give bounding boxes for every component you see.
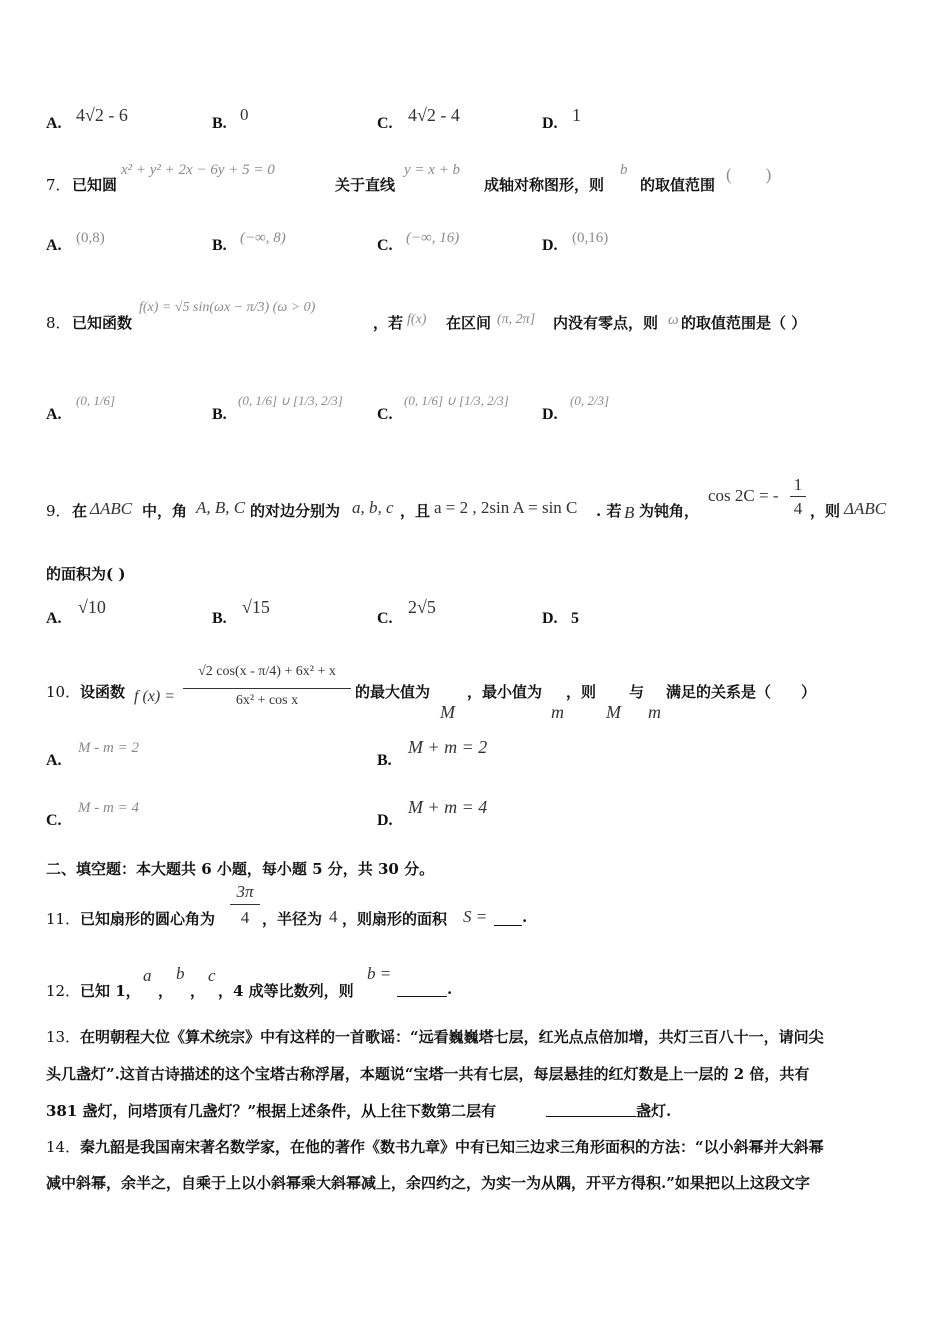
q9-option-d-label: D. — [542, 610, 558, 627]
q10-option-b-label: B. — [377, 752, 392, 769]
q6-option-c-value: 4√2 - 4 — [408, 105, 460, 125]
q12-b: b — [176, 964, 185, 983]
q11-angle-denominator: 4 — [240, 908, 250, 927]
q9-b-var: B — [624, 503, 635, 522]
q9-text-3: 的对边分别为 — [250, 502, 341, 520]
q6-option-c-label: C. — [377, 115, 393, 132]
q10-fx: f (x) = — [134, 688, 175, 705]
q7-text-4: 的取值范围 — [640, 176, 716, 194]
q13-line-2: 头几盏灯”.这首古诗描述的这个宝塔古称浮屠，本题说“宝塔一共有七层，每层悬挂的红灯数是上一层的 2 倍，共有 — [46, 1065, 810, 1083]
q10-option-c-label: C. — [46, 812, 62, 829]
q10-M-2: M — [606, 702, 621, 722]
q12-b-eq: b = — [367, 964, 392, 983]
q8-text-1: 已知函数 — [72, 314, 133, 332]
q10-option-a-label: A. — [46, 752, 62, 769]
q10-text-1: 设函数 — [80, 683, 126, 701]
q9-cos-fraction — [790, 474, 806, 521]
q7-option-d-label: D. — [542, 237, 558, 254]
q9-text-8: 的面积为( ) — [46, 565, 126, 583]
q10-text-5: 与 — [629, 683, 645, 701]
q7-option-b-value: (−∞, 8) — [240, 230, 286, 246]
q11-number: 11． — [46, 910, 81, 928]
q9-option-d-value: 5 — [571, 610, 579, 627]
q10-option-a-value: M - m = 2 — [78, 740, 139, 756]
q10-text-3: ，最小值为 — [467, 683, 543, 701]
q10-text-4: ，则 — [566, 683, 597, 701]
q14-number: 14． — [46, 1138, 81, 1156]
q9-text-5: . 若 — [596, 502, 622, 520]
q8-option-a-value: (0, 1/6] — [76, 393, 115, 408]
q12-comma-1: ， — [158, 982, 174, 1000]
q11-S: S = — [463, 907, 488, 926]
q12-number: 12． — [46, 982, 81, 1000]
q11-answer-blank[interactable] — [494, 909, 522, 926]
q9-option-c-value: 2√5 — [408, 597, 436, 617]
q10-option-d-value: M + m = 4 — [408, 797, 488, 817]
q9-option-c-label: C. — [377, 610, 393, 627]
q8-function: f(x) = √5 sin(ωx − π/3) (ω > 0) — [139, 300, 316, 315]
q10-number: 10． — [46, 683, 81, 701]
q7-param: b — [620, 162, 628, 178]
q12-text-2: ，4 成等比数列，则 — [218, 982, 354, 1000]
q11-angle-fraction — [230, 880, 260, 931]
q11-text-4: . — [522, 908, 528, 926]
q9-option-b-value: √15 — [242, 597, 270, 617]
q8-option-c-value: (0, 1/6] ∪ [1/3, 2/3] — [404, 393, 509, 408]
q13-number: 13． — [46, 1028, 81, 1046]
q8-text-4: 内没有零点，则 — [553, 314, 659, 332]
q9-option-a-label: A. — [46, 610, 62, 627]
q14-line-2: 减中斜幂，余半之，自乘于上以小斜幂乘大斜幂减上，余四约之，为实一为从隅，开平方得积.”如果把以上这段文字 — [46, 1174, 810, 1192]
q8-text-3: 在区间 — [446, 314, 492, 332]
q13-line-3a: 381 盏灯，问塔顶有几盏灯？”根据上述条件，从上往下数第二层有 — [46, 1102, 497, 1120]
q9-number: 9． — [46, 502, 71, 520]
q8-option-d-value: (0, 2/3] — [570, 393, 609, 408]
q8-number: 8． — [46, 314, 71, 332]
q7-option-c-value: (−∞, 16) — [406, 230, 460, 246]
q8-text-5: 的取值范围是（ ） — [681, 314, 807, 332]
q10-text-6: 满足的关系是（ ） — [666, 683, 817, 701]
q7-text-2: 关于直线 — [335, 176, 396, 194]
q8-text-2: ，若 — [373, 314, 404, 332]
q9-text-7: ，则 — [810, 502, 841, 520]
q11-angle-numerator: 3π — [230, 880, 260, 905]
q7-text-1: 已知圆 — [72, 176, 118, 194]
q6-option-d-value: 1 — [572, 105, 581, 125]
q11-text-3: ，则扇形的面积 — [342, 910, 448, 928]
q8-option-a-label: A. — [46, 406, 62, 423]
q7-line-equation: y = x + b — [404, 162, 461, 178]
q12-text-3: . — [447, 980, 453, 998]
q9-text-6: 为钝角， — [639, 502, 700, 520]
q10-option-b-value: M + m = 2 — [408, 737, 488, 757]
q6-option-b-label: B. — [212, 115, 227, 132]
q7-option-b-label: B. — [212, 237, 227, 254]
q7-option-d-value: (0,16) — [572, 230, 609, 246]
q8-option-c-label: C. — [377, 406, 393, 423]
q9-sides: a, b, c — [352, 498, 394, 517]
q8-option-d-label: D. — [542, 406, 558, 423]
q9-option-a-value: √10 — [78, 597, 106, 617]
q7-circle-equation: x² + y² + 2x − 6y + 5 = 0 — [121, 162, 275, 178]
q11-text-2: ，半径为 — [262, 910, 323, 928]
q10-option-d-label: D. — [377, 812, 393, 829]
q10-m-2: m — [648, 702, 661, 722]
q9-triangle-2: ΔABC — [844, 499, 887, 518]
q10-M-1: M — [440, 702, 455, 722]
q9-cos-left: cos 2C = - — [708, 486, 779, 505]
q10-denominator: 6x² + cos x — [235, 693, 299, 708]
section-2-heading: 二、填空题：本大题共 6 小题，每小题 5 分，共 30 分。 — [46, 860, 435, 878]
q10-numerator: √2 cos(x - π/4) + 6x² + x — [183, 656, 351, 689]
q7-answer-paren: ( ) — [726, 165, 772, 184]
q10-option-c-value: M - m = 4 — [78, 800, 139, 816]
q9-text-4: ，且 — [400, 502, 431, 520]
q9-option-b-label: B. — [212, 610, 227, 627]
q13-line-3b: 盏灯. — [636, 1102, 672, 1120]
q6-option-a-value: 4√2 - 6 — [76, 105, 128, 125]
q8-omega: ω — [668, 312, 679, 328]
q7-text-3: 成轴对称图形，则 — [484, 176, 605, 194]
q8-interval: (π, 2π] — [497, 312, 536, 327]
q14-line-1: 秦九韶是我国南宋著名数学家，在他的著作《数书九章》中有已知三边求三角形面积的方法：“以小斜幂并大斜幂 — [80, 1138, 824, 1156]
q9-cos-numerator: 1 — [790, 474, 806, 497]
q12-c: c — [208, 966, 216, 985]
q11-radius: 4 — [329, 907, 338, 926]
q8-fx: f(x) — [407, 312, 427, 327]
q7-option-c-label: C. — [377, 237, 393, 254]
q9-cos-denominator: 4 — [793, 499, 803, 518]
q6-option-d-label: D. — [542, 115, 558, 132]
q8-option-b-value: (0, 1/6] ∪ [1/3, 2/3] — [238, 393, 343, 408]
q9-triangle: ΔABC — [90, 499, 133, 518]
q9-condition: a = 2 , 2sin A = sin C — [434, 498, 578, 517]
q10-fraction — [183, 656, 351, 713]
q10-m-1: m — [551, 702, 564, 722]
q9-angles: A, B, C — [196, 498, 246, 517]
q11-text-1: 已知扇形的圆心角为 — [80, 910, 216, 928]
q7-option-a-label: A. — [46, 237, 62, 254]
q10-text-2: 的最大值为 — [355, 683, 431, 701]
q7-number: 7． — [46, 176, 71, 194]
q12-comma-2: ， — [190, 982, 206, 1000]
q7-option-a-value: (0,8) — [76, 230, 105, 246]
q13-line-1: 在明朝程大位《算术统宗》中有这样的一首歌谣：“远看巍巍塔七层，红光点点倍加增，共灯三百八十一，请问尖 — [80, 1028, 824, 1046]
q12-a: a — [143, 966, 152, 985]
q9-text-1: 在 — [72, 502, 88, 520]
q6-option-a-label: A. — [46, 115, 62, 132]
q6-option-b-value: 0 — [240, 105, 249, 124]
q9-text-2: 中，角 — [142, 502, 188, 520]
q8-option-b-label: B. — [212, 406, 227, 423]
q12-answer-blank[interactable] — [397, 982, 447, 997]
q12-text-1: 已知 1， — [80, 982, 141, 1000]
q13-answer-blank[interactable] — [546, 1102, 636, 1117]
